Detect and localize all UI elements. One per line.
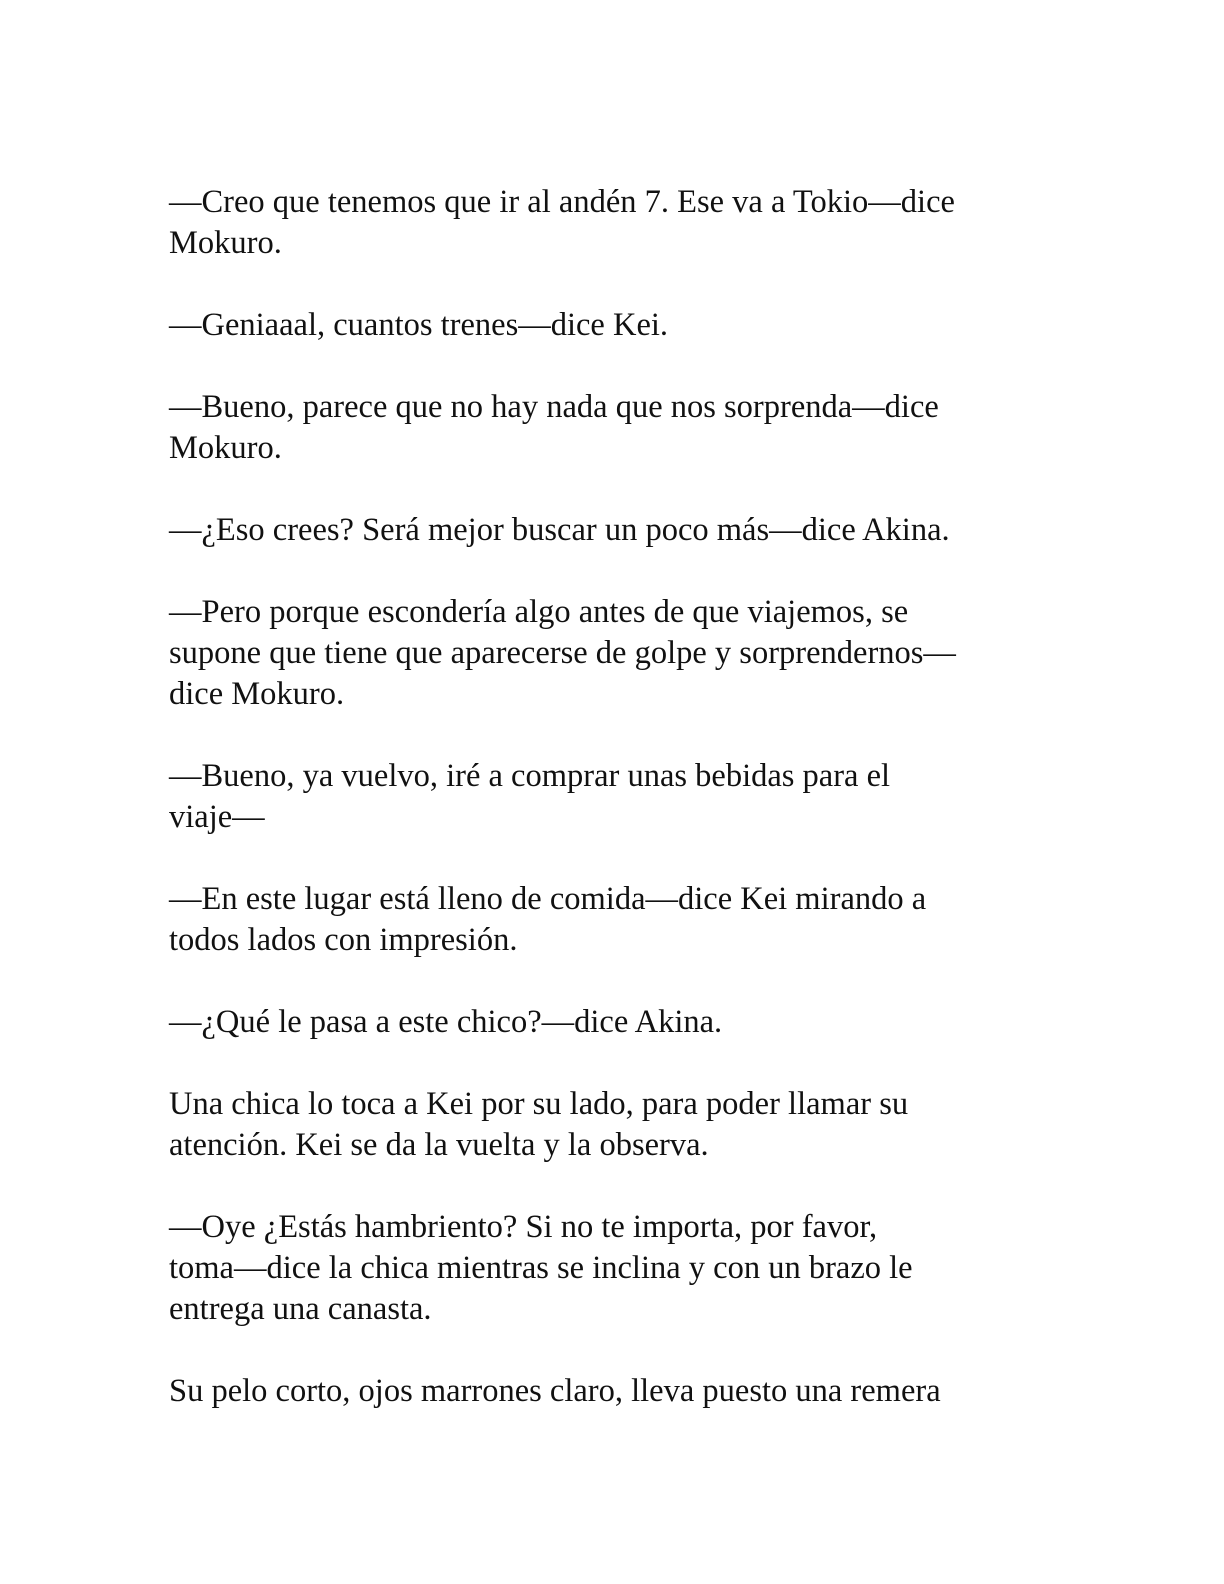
text-line: —Creo que tenemos que ir al andén 7. Ese va a Tokio—dice bbox=[169, 184, 955, 220]
paragraph bbox=[169, 1207, 1049, 1330]
text-line: —¿Qué le pasa a este chico?—dice Akina. bbox=[169, 1004, 723, 1040]
text-line: Su pelo corto, ojos marrones claro, lleva puesto una remera bbox=[169, 1373, 941, 1409]
paragraph bbox=[169, 1371, 1049, 1412]
text-line: atención. Kei se da la vuelta y la observa. bbox=[169, 1127, 709, 1163]
text-line: supone que tiene que aparecerse de golpe y sorprendernos— bbox=[169, 635, 956, 671]
text-line: —Oye ¿Estás hambriento? Si no te importa, por favor, bbox=[169, 1209, 878, 1245]
text-line: —Pero porque escondería algo antes de que viajemos, se bbox=[169, 594, 909, 630]
text-line: —Bueno, ya vuelvo, iré a comprar unas bebidas para el bbox=[169, 758, 891, 794]
text-line: —Bueno, parece que no hay nada que nos sorprenda—dice bbox=[169, 389, 939, 425]
text-line: toma—dice la chica mientras se inclina y con un brazo le bbox=[169, 1250, 913, 1286]
paragraph bbox=[169, 182, 1049, 264]
paragraph bbox=[169, 305, 1049, 346]
text-line: viaje— bbox=[169, 799, 265, 835]
paragraph bbox=[169, 1002, 1049, 1043]
text-line: entrega una canasta. bbox=[169, 1291, 432, 1327]
paragraph bbox=[169, 879, 1049, 961]
text-line: todos lados con impresión. bbox=[169, 922, 518, 958]
paragraph bbox=[169, 756, 1049, 838]
paragraph bbox=[169, 592, 1049, 715]
text-line: Mokuro. bbox=[169, 430, 282, 466]
text-line: dice Mokuro. bbox=[169, 676, 345, 712]
text-line: —En este lugar está lleno de comida—dice Kei mirando a bbox=[169, 881, 927, 917]
text-line: —¿Eso crees? Será mejor buscar un poco más—dice Akina. bbox=[169, 512, 950, 548]
paragraph bbox=[169, 387, 1049, 469]
paragraph bbox=[169, 510, 1049, 551]
paragraph bbox=[169, 1084, 1049, 1166]
body-text bbox=[169, 182, 1049, 1412]
text-line: Mokuro. bbox=[169, 225, 282, 261]
text-line: Una chica lo toca a Kei por su lado, para poder llamar su bbox=[169, 1086, 909, 1122]
text-line: —Geniaaal, cuantos trenes—dice Kei. bbox=[169, 307, 669, 343]
